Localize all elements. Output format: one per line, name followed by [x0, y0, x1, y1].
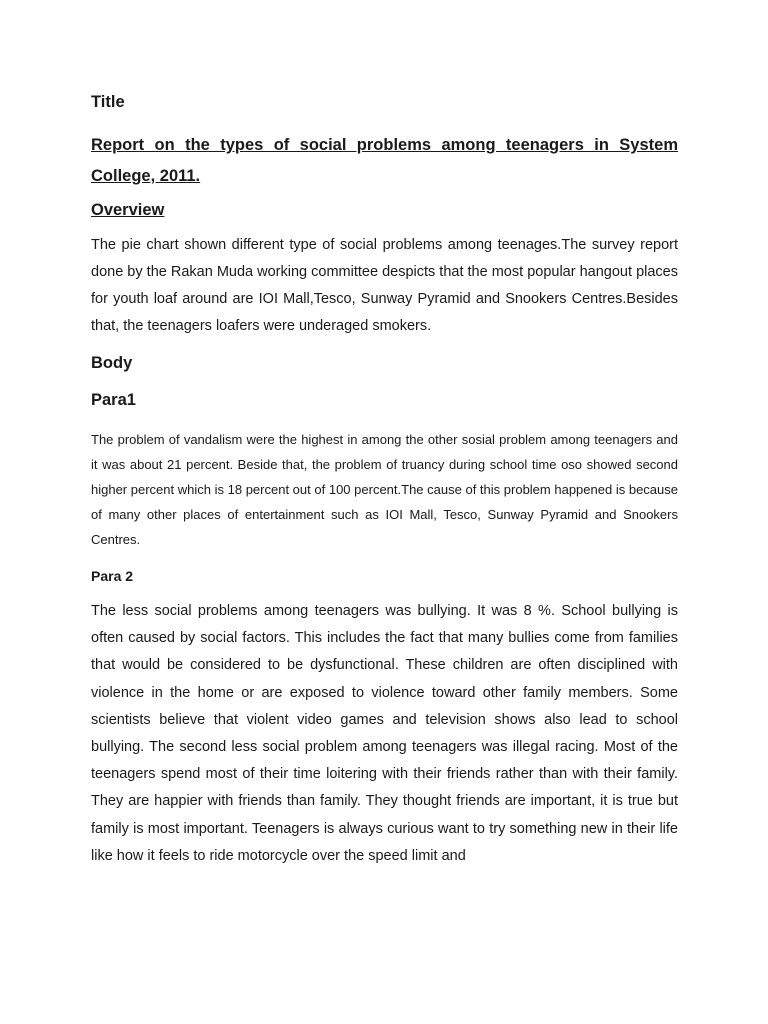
overview-heading: Overview [91, 201, 165, 219]
para2-paragraph: The less social problems among teenagers was bullying. It was 8 %. School bullying is often caused by social factors. This includes the fact that many bullies come from families that would be considered to be dysfunctional. These children are often disciplined with violence in the home or are exposed to violence toward other family members. Some scientists believe that violent video games and television shows also lead to school bullying. The second less social problem among teenagers was illegal racing. Most of the teenagers spend most of their time loitering with their friends rather than with their family. They are happier with friends than family. They thought friends are important, it is true but family is most important. Teenagers is always curious want to try something new in their life like how it feels to ride motorcycle over the speed limit and [91, 603, 678, 864]
document-page [91, 90, 678, 870]
para1-heading: Para1 [91, 391, 136, 409]
title-label: Title [91, 93, 125, 111]
para1-paragraph: The problem of vandalism were the highest in among the other sosial problem among teenagers and it was about 21 percent. Beside that, the problem of truancy during school time oso showed second higher percent which is 18 percent out of 100 percent.The cause of this problem happened is because of many other places of entertainment such as IOI Mall, Tesco, Sunway Pyramid and Snookers Centres. [91, 432, 678, 547]
body-heading: Body [91, 354, 133, 372]
para2-heading: Para 2 [91, 568, 134, 584]
overview-paragraph: The pie chart shown different type of social problems among teenages.The survey report done by the Rakan Muda working committee despicts that the most popular hangout places for youth loaf around are IOI Mall,Tesco, Sunway Pyramid and Snookers Centres.Besides that, the teenagers loafers were underaged smokers. [91, 237, 678, 334]
report-title: Report on the types of social problems among teenagers in System College, 2011. [91, 136, 678, 185]
